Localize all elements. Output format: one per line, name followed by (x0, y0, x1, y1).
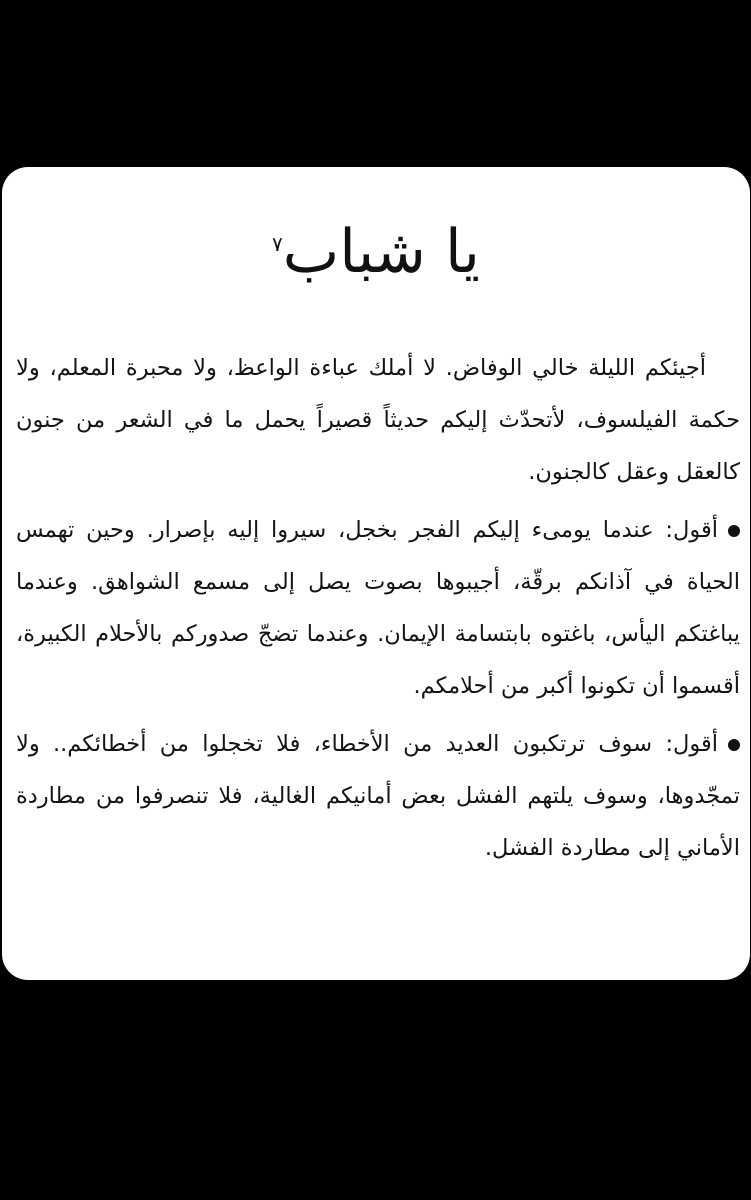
article-body (16, 342, 740, 880)
paragraph-3 (16, 718, 740, 874)
bullet-dot-icon (728, 525, 740, 537)
paragraph-3-text: أقول: سوف ترتكبون العديد من الأخطاء، فلا تخجلوا من أخطائكم.. ولا تمجّدوها، وسوف يلتهم الفشل بعض أمانيكم الغالية، فلا تنصرفوا من مطاردة الأماني إلى مطاردة الفشل. (16, 731, 740, 861)
title-footnote-mark: ٧ (272, 232, 283, 256)
paragraph-2-text: أقول: عندما يومىء إليكم الفجر بخجل، سيروا إليه بإصرار. وحين تهمس الحياة في آذانكم برقّة، أجيبوها بصوت يصل إلى مسمع الشواهق. وعندما يباغتكم اليأس، باغتوه بابتسامة الإيمان. وعندما تضجّ صدوركم بالأحلام الكبيرة، أقسموا أن تكونوا أكبر من أحلامكم. (16, 517, 740, 699)
page-title (2, 199, 750, 297)
bullet-dot-icon (728, 739, 740, 751)
page-card (2, 167, 750, 980)
title-text: يا شباب (282, 217, 480, 287)
paragraph-1-text: أجيئكم الليلة خالي الوفاض. لا أملك عباءة الواعظ، ولا محبرة المعلم، ولا حكمة الفيلسوف، لأتحدّث إليكم حديثاً قصيراً يحمل ما في الشعر من جنون كالعقل وعقل كالجنون. (16, 355, 740, 485)
paragraph-1 (16, 342, 740, 498)
paragraph-2 (16, 504, 740, 712)
